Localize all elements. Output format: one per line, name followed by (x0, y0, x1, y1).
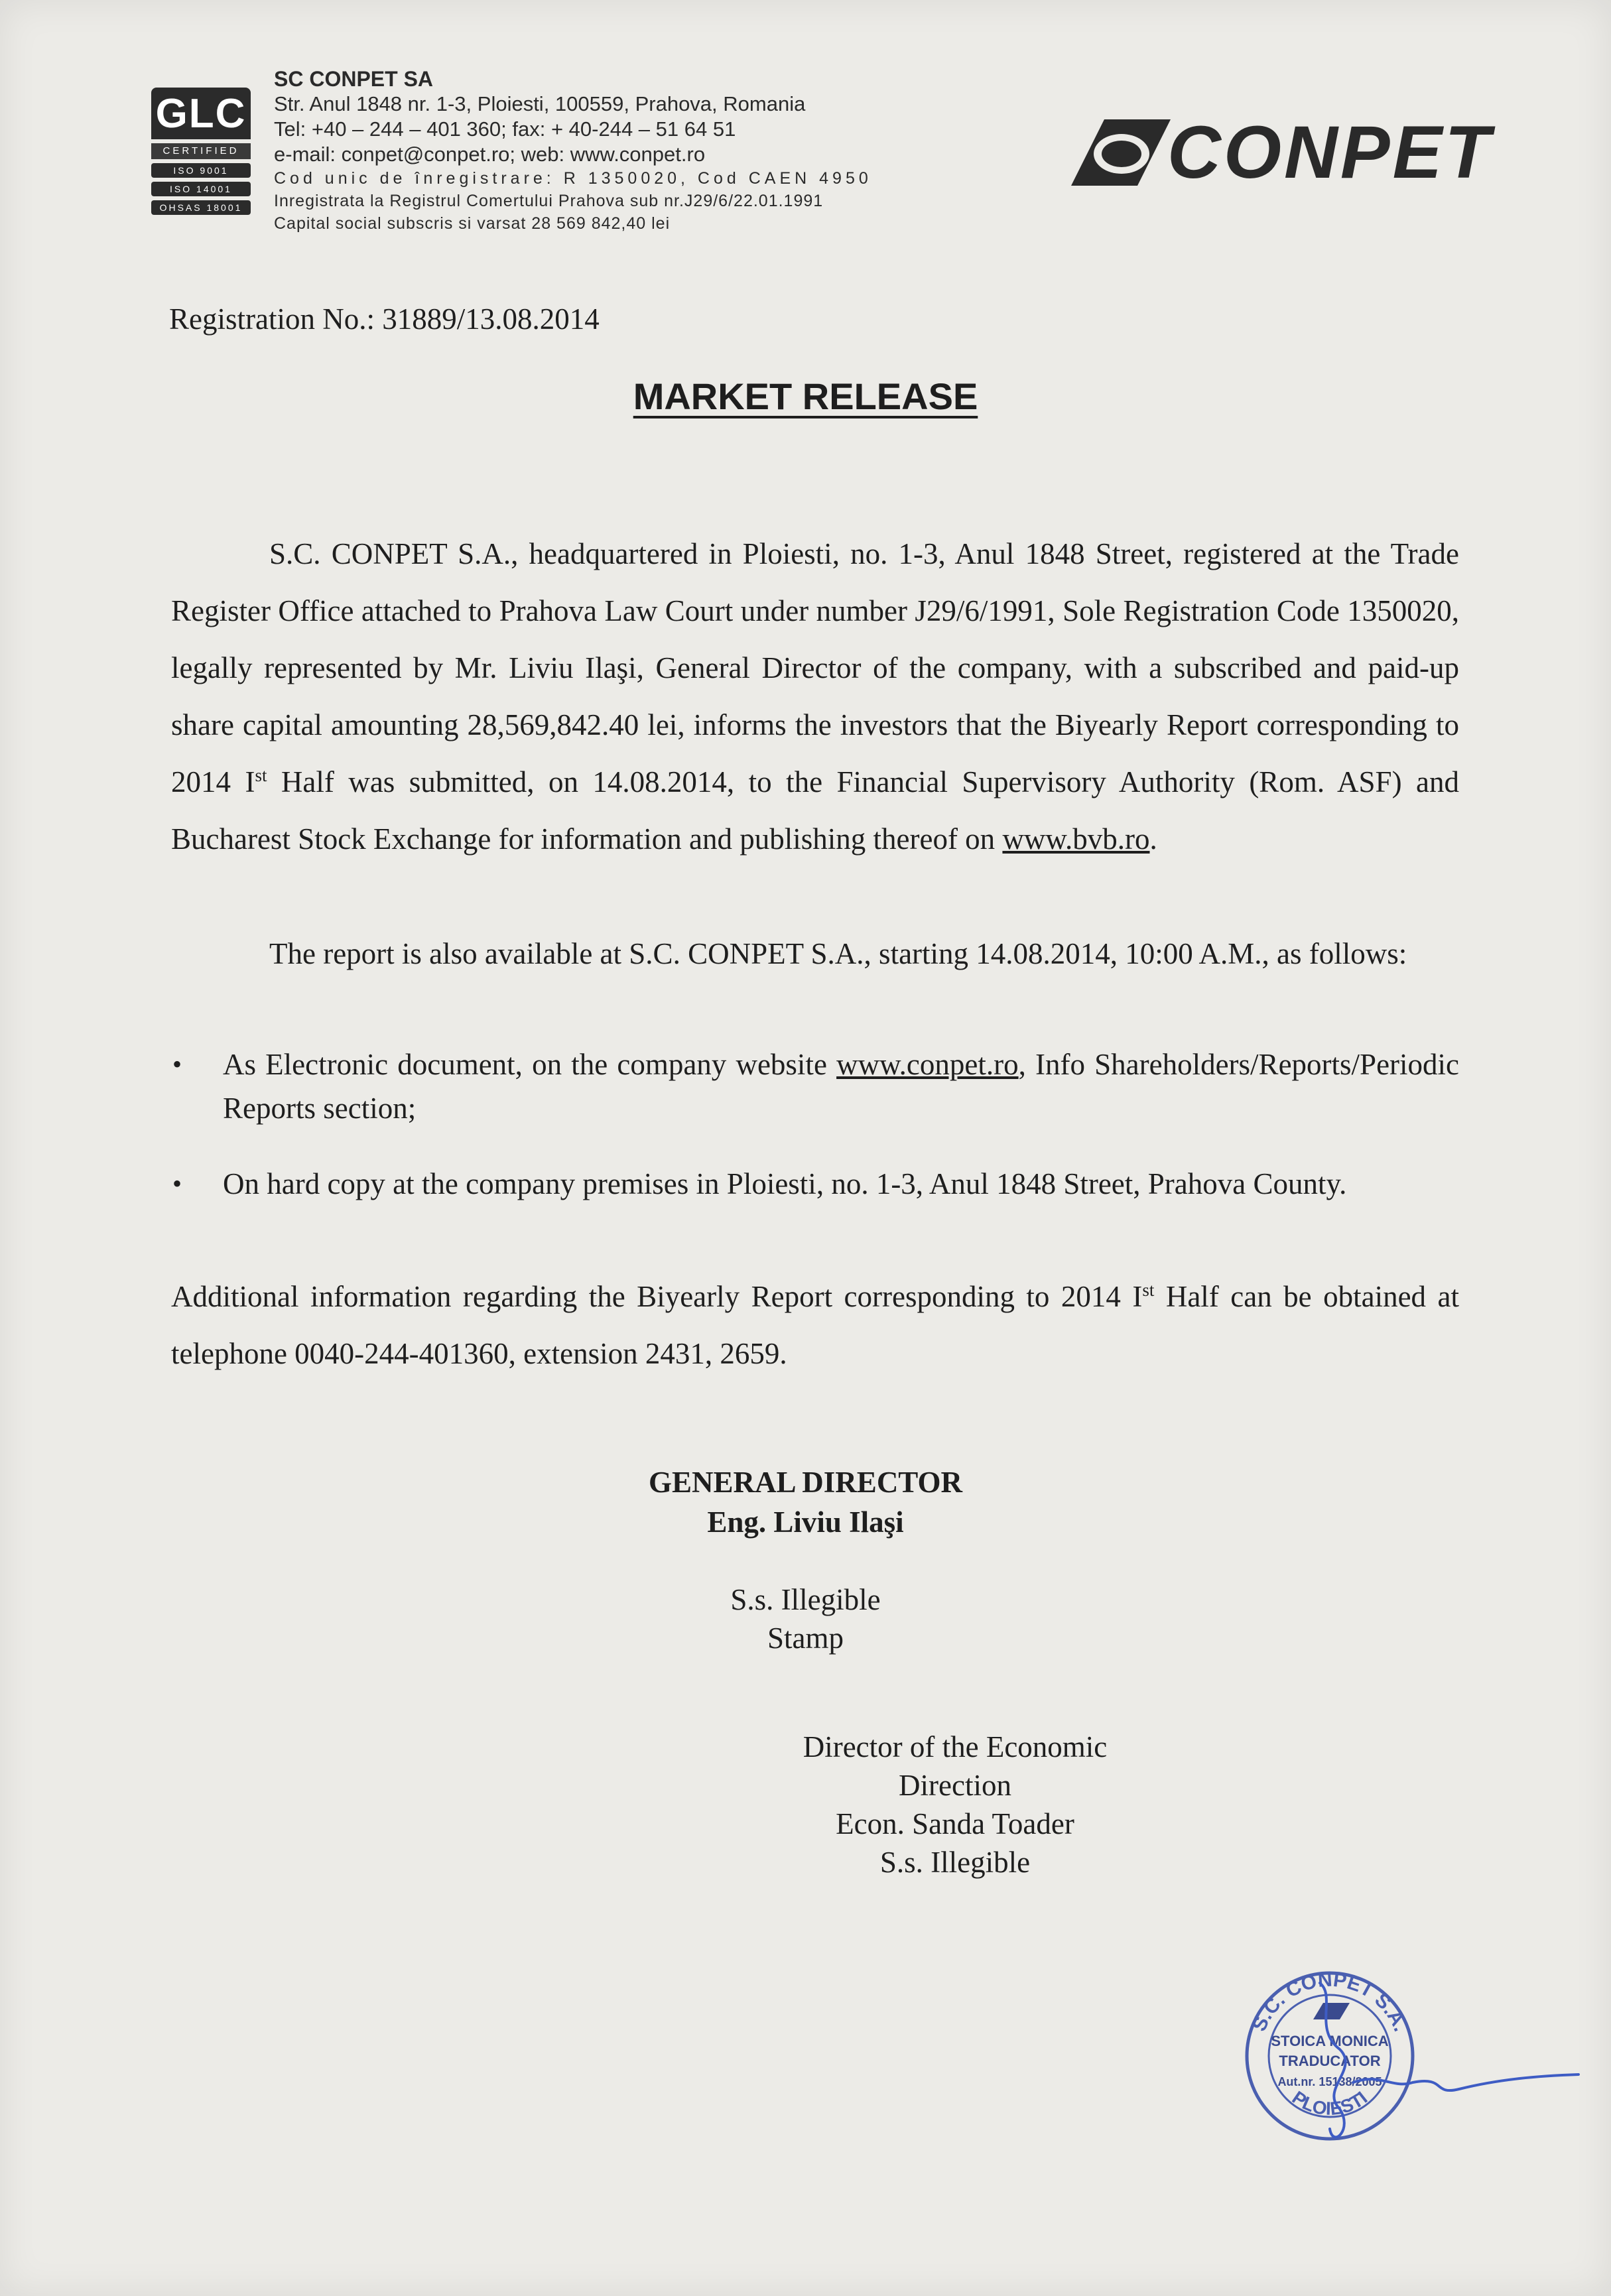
paragraph-3-text-b: Half can be obtained at telephone 0040-244-401360, extension 2431, 2659. (171, 1280, 1459, 1370)
company-email-web: e-mail: conpet@conpet.ro; web: www.conpet.ro (274, 143, 706, 166)
company-name: SC CONPET SA (274, 67, 434, 91)
stamp-line-3: Aut.nr. 15138/2005 (1277, 2075, 1382, 2088)
glc-certification-badge (151, 88, 251, 215)
paragraph-3 (171, 1268, 1459, 1382)
general-director-name: Eng. Liviu Ilaşi (707, 1505, 904, 1539)
conpet-logo-icon (1064, 106, 1177, 199)
iso-14001-label: ISO 14001 (151, 182, 251, 196)
general-director-signature-note: S.s. Illegible (730, 1583, 881, 1616)
company-registration-code: Cod unic de înregistrare: R 1350020, Cod CAEN 4950 (274, 169, 872, 188)
conpet-logo (1064, 106, 1515, 199)
economic-director-name: Econ. Sanda Toader (836, 1807, 1074, 1840)
paragraph-1-text-c: . (1149, 822, 1157, 856)
registration-number: Registration No.: 31889/13.08.2014 (169, 302, 600, 336)
stamp-line-1: STOICA MONICA (1271, 2033, 1389, 2049)
general-director-title: GENERAL DIRECTOR (648, 1466, 963, 1499)
company-share-capital: Capital social subscris si varsat 28 569 842,40 lei (274, 214, 671, 233)
company-address: Str. Anul 1848 nr. 1-3, Ploiesti, 100559, Prahova, Romania (274, 92, 806, 115)
economic-director-signature-note: S.s. Illegible (879, 1846, 1031, 1879)
document-title-text: MARKET RELEASE (633, 375, 978, 417)
stamp-logo-icon (1313, 2003, 1350, 2019)
bvb-link[interactable]: www.bvb.ro (1002, 822, 1150, 856)
paragraph-2: The report is also available at S.C. CONPET S.A., starting 14.08.2014, 10:00 A.M., as follows: (269, 937, 1407, 970)
bullet-icon: • (172, 1049, 182, 1079)
general-director-stamp-note: Stamp (767, 1622, 844, 1655)
bullet-1-text-b: , Info Shareholders/Reports/Periodic Reports section; (223, 1048, 1460, 1125)
bullet-text (223, 1043, 1459, 1130)
company-trade-register: Inregistrata la Registrul Comertului Prahova sub nr.J29/6/22.01.1991 (274, 192, 824, 210)
economic-director-block (783, 1728, 1128, 1881)
bullet-1-text-a: As Electronic document, on the company website (223, 1048, 837, 1081)
stamp-line-2: TRADUCATOR (1279, 2053, 1381, 2069)
translator-stamp (1220, 1956, 1592, 2155)
paragraph-1-text-b: Half was submitted, on 14.08.2014, to the Financial Supervisory Authority (Rom. ASF) and Bucharest Stock Exchange for information and publishing thereof on (171, 765, 1459, 856)
stamp-bottom-text-path: PLOIESTI (1288, 2086, 1372, 2120)
bullet-icon: • (172, 1169, 182, 1198)
stamp-bottom-text (1289, 2087, 1372, 2119)
glc-logo: GLC (151, 88, 251, 139)
company-letterhead (274, 66, 872, 235)
document-title (0, 375, 1611, 418)
stamp-outer-text (1248, 1969, 1411, 2035)
ohsas-18001-label: OHSAS 18001 (151, 200, 251, 215)
paragraph-3-text-a: Additional information regarding the Biyearly Report corresponding to 2014 I (171, 1280, 1143, 1313)
iso-9001-label: ISO 9001 (151, 163, 251, 178)
conpet-website-link[interactable]: www.conpet.ro (836, 1048, 1019, 1081)
bullet-item-hard-copy (171, 1162, 1459, 1206)
stamp-outer-text-path: S.C. CONPET S.A. (1248, 1968, 1412, 2035)
bullet-text: On hard copy at the company premises in Ploiesti, no. 1-3, Anul 1848 Street, Prahova County. (223, 1167, 1347, 1200)
economic-director-title: Director of the Economic Direction (803, 1730, 1108, 1802)
glc-certified-label: CERTIFIED (151, 143, 251, 159)
conpet-logo-text: CONPET (1167, 111, 1493, 194)
paragraph-1-text-a: S.C. CONPET S.A., headquartered in Ploiesti, no. 1-3, Anul 1848 Street, registered at the Trade Register Office attached to Prahova Law Court under number J29/6/1991, Sole Registration Code 1350020, legally represented by Mr. Liviu Ilaşi, General Director of the company, with a subscribed and paid-up share capital amounting 28,569,842.40 lei, informs the investors that the Biyearly Report corresponding to 2014 I (171, 537, 1459, 798)
bullet-item-electronic (171, 1043, 1459, 1130)
paragraph-1-sup: st (255, 765, 267, 785)
company-phone-fax: Tel: +40 – 244 – 401 360; fax: + 40-244 – 51 64 51 (274, 117, 736, 141)
paragraph-1 (171, 525, 1459, 867)
paragraph-3-sup: st (1142, 1280, 1155, 1300)
